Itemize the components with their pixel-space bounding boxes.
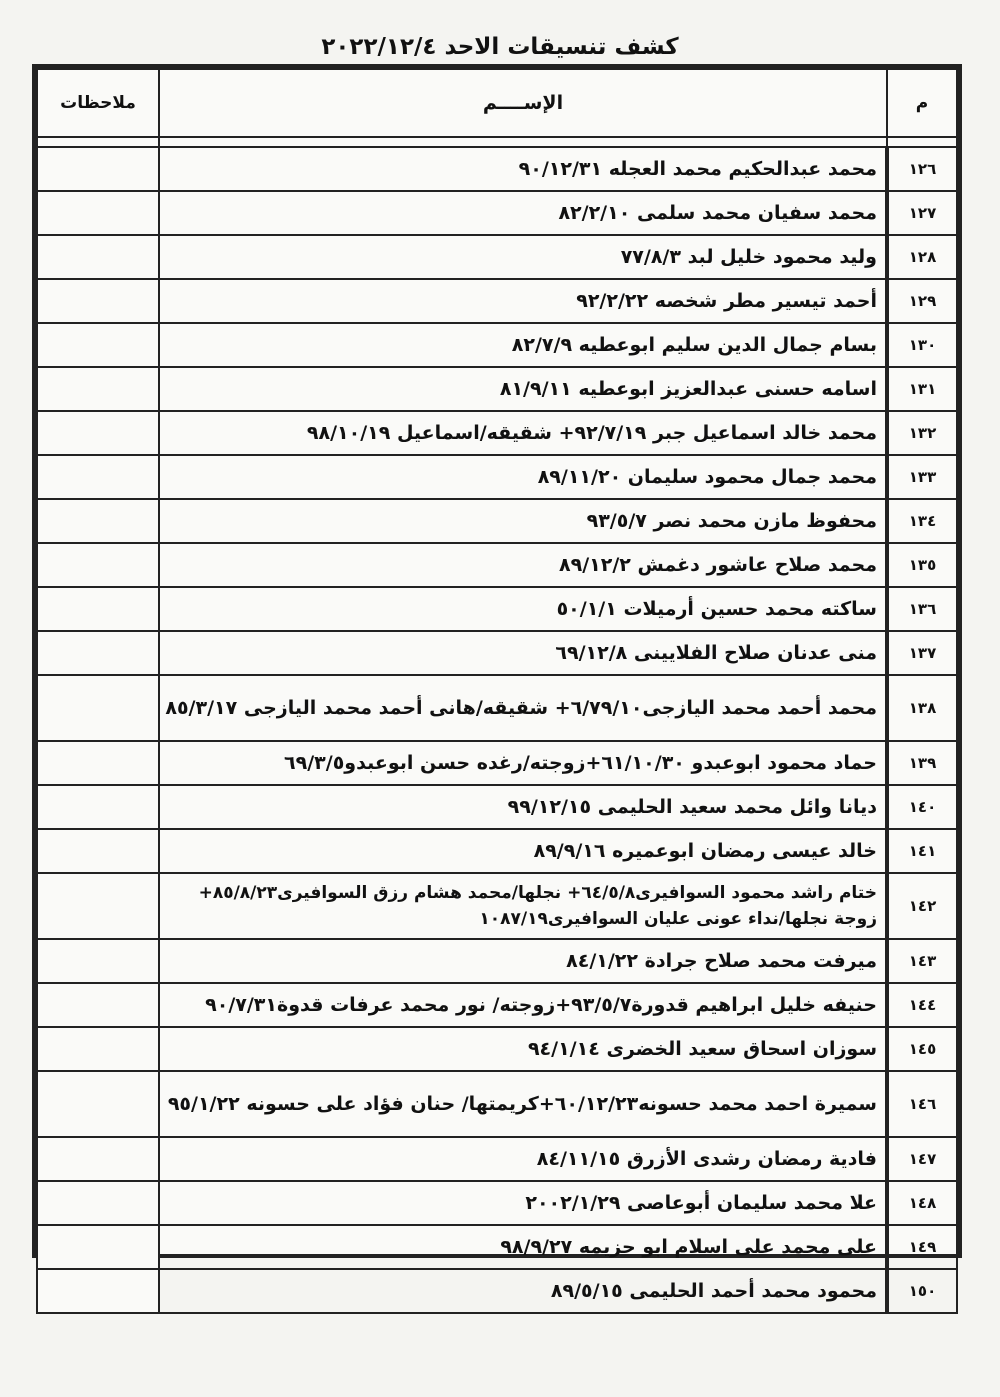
row-notes [37, 939, 159, 983]
row-name: محفوظ مازن محمد نصر ٩٣/٥/٧ [159, 499, 887, 543]
row-number: ١٤٤ [887, 983, 957, 1027]
row-number: ١٢٨ [887, 235, 957, 279]
table-row [37, 1137, 957, 1181]
table-row [37, 1027, 957, 1071]
row-notes [37, 1071, 159, 1137]
row-number: ١٤٥ [887, 1027, 957, 1071]
row-notes [37, 873, 159, 939]
table-row [37, 499, 957, 543]
table-row [37, 983, 957, 1027]
row-notes [37, 587, 159, 631]
row-name: حنيفه خليل ابراهيم قدورة٩٣/٥/٧+زوجته/ نور محمد عرفات قدوة٩٠/٧/٣١ [159, 983, 887, 1027]
row-notes [37, 367, 159, 411]
table-row [37, 235, 957, 279]
row-name: محمد صلاح عاشور دغمش ٨٩/١٢/٢ [159, 543, 887, 587]
row-number: ١٤١ [887, 829, 957, 873]
table-row [37, 191, 957, 235]
row-name: محمد أحمد محمد اليازجى٦/٧٩/١٠+ شقيقه/هانى أحمد محمد اليازجى ٨٥/٣/١٧ [159, 675, 887, 741]
row-notes [37, 675, 159, 741]
row-number: ١٤٩ [887, 1225, 957, 1269]
header-number: م [887, 69, 957, 137]
table-row [37, 741, 957, 785]
table-row [37, 147, 957, 191]
row-notes [37, 631, 159, 675]
table-row [37, 939, 957, 983]
row-name: على محمد على اسلام ابو حزيمه ٩٨/٩/٢٧ [159, 1225, 887, 1269]
row-number: ١٢٧ [887, 191, 957, 235]
row-notes [37, 323, 159, 367]
row-notes [37, 983, 159, 1027]
row-name: محمد سفيان محمد سلمى ٨٢/٢/١٠ [159, 191, 887, 235]
row-notes [37, 1027, 159, 1071]
row-name: حماد محمود ابوعبدو ٦١/١٠/٣٠+زوجته/رغده حسن ابوعبدو٦٩/٣/٥ [159, 741, 887, 785]
row-name: محمود محمد أحمد الحليمى ٨٩/٥/١٥ [159, 1269, 887, 1313]
row-name: اسامه حسنى عبدالعزيز ابوعطيه ٨١/٩/١١ [159, 367, 887, 411]
row-number: ١٣٧ [887, 631, 957, 675]
table-row [37, 785, 957, 829]
page-title: كشف تنسيقات الاحد ٢٠٢٢/١٢/٤ [321, 34, 679, 60]
row-number: ١٤٠ [887, 785, 957, 829]
row-name: أحمد تيسير مطر شخصه ٩٢/٢/٢٢ [159, 279, 887, 323]
header-spacer [37, 137, 957, 147]
row-name: علا محمد سليمان أبوعاصى ٢٠٠٢/١/٢٩ [159, 1181, 887, 1225]
table-row [37, 455, 957, 499]
row-number: ١٣١ [887, 367, 957, 411]
row-number: ١٣٣ [887, 455, 957, 499]
row-name: وليد محمود خليل لبد ٧٧/٨/٣ [159, 235, 887, 279]
table-row [37, 543, 957, 587]
table-row [37, 367, 957, 411]
row-number: ١٣٤ [887, 499, 957, 543]
row-name: سميرة احمد محمد حسونه٦٠/١٢/٢٣+كريمتها/ حنان فؤاد على حسونه ٩٥/١/٢٢ [159, 1071, 887, 1137]
table-row [37, 675, 957, 741]
table-row [37, 587, 957, 631]
table-row [37, 1269, 957, 1313]
row-name: ديانا وائل محمد سعيد الحليمى ٩٩/١٢/١٥ [159, 785, 887, 829]
header-notes: ملاحظات [37, 69, 159, 137]
coordination-table [32, 64, 962, 1302]
row-number: ١٣٠ [887, 323, 957, 367]
row-name: محمد جمال محمود سليمان ٨٩/١١/٢٠ [159, 455, 887, 499]
table-row [37, 1225, 957, 1269]
row-notes [37, 1225, 159, 1269]
row-name: خالد عيسى رمضان ابوعميره ٨٩/٩/١٦ [159, 829, 887, 873]
table-row [37, 631, 957, 675]
row-notes [37, 741, 159, 785]
row-number: ١٤٦ [887, 1071, 957, 1137]
row-name: محمد عبدالحكيم محمد العجله ٩٠/١٢/٣١ [159, 147, 887, 191]
table-body [37, 147, 957, 1313]
row-name: فادية رمضان رشدى الأزرق ٨٤/١١/١٥ [159, 1137, 887, 1181]
row-name: ميرفت محمد صلاح جرادة ٨٤/١/٢٢ [159, 939, 887, 983]
row-name: محمد خالد اسماعيل جبر ٩٢/٧/١٩+ شقيقه/اسماعيل ٩٨/١٠/١٩ [159, 411, 887, 455]
row-notes [37, 1181, 159, 1225]
row-number: ١٤٢ [887, 873, 957, 939]
row-notes [37, 1137, 159, 1181]
table-row [37, 829, 957, 873]
row-number: ١٤٨ [887, 1181, 957, 1225]
row-name: بسام جمال الدين سليم ابوعطيه ٨٢/٧/٩ [159, 323, 887, 367]
row-number: ١٣٥ [887, 543, 957, 587]
row-number: ١٤٣ [887, 939, 957, 983]
row-name: ختام راشد محمود السوافيرى٦٤/٥/٨+ نجلها/محمد هشام رزق السوافيرى٨٥/٨/٢٣+ زوجة نجلها/نداء عونى عليان السوافيرى١٠٨٧/١٩ [159, 873, 887, 939]
table-row [37, 1181, 957, 1225]
row-notes [37, 455, 159, 499]
table-header-row [37, 69, 957, 137]
header-name: الإســــم [159, 69, 887, 137]
row-notes [37, 1269, 159, 1313]
table-row [37, 873, 957, 939]
row-number: ١٣٦ [887, 587, 957, 631]
row-notes [37, 235, 159, 279]
table-row [37, 411, 957, 455]
table-row [37, 323, 957, 367]
row-number: ١٢٦ [887, 147, 957, 191]
row-notes [37, 829, 159, 873]
row-number: ١٥٠ [887, 1269, 957, 1313]
table-row [37, 279, 957, 323]
row-name: سوزان اسحاق سعيد الخضرى ٩٤/١/١٤ [159, 1027, 887, 1071]
table-row [37, 1071, 957, 1137]
row-name: ساكته محمد حسين أرميلات ٥٠/١/١ [159, 587, 887, 631]
row-name: منى عدنان صلاح الفلايينى ٦٩/١٢/٨ [159, 631, 887, 675]
row-notes [37, 279, 159, 323]
row-notes [37, 191, 159, 235]
row-number: ١٣٢ [887, 411, 957, 455]
row-notes [37, 411, 159, 455]
row-number: ١٢٩ [887, 279, 957, 323]
row-number: ١٤٧ [887, 1137, 957, 1181]
row-notes [37, 543, 159, 587]
row-number: ١٣٩ [887, 741, 957, 785]
row-notes [37, 785, 159, 829]
row-number: ١٣٨ [887, 675, 957, 741]
row-notes [37, 499, 159, 543]
row-notes [37, 147, 159, 191]
